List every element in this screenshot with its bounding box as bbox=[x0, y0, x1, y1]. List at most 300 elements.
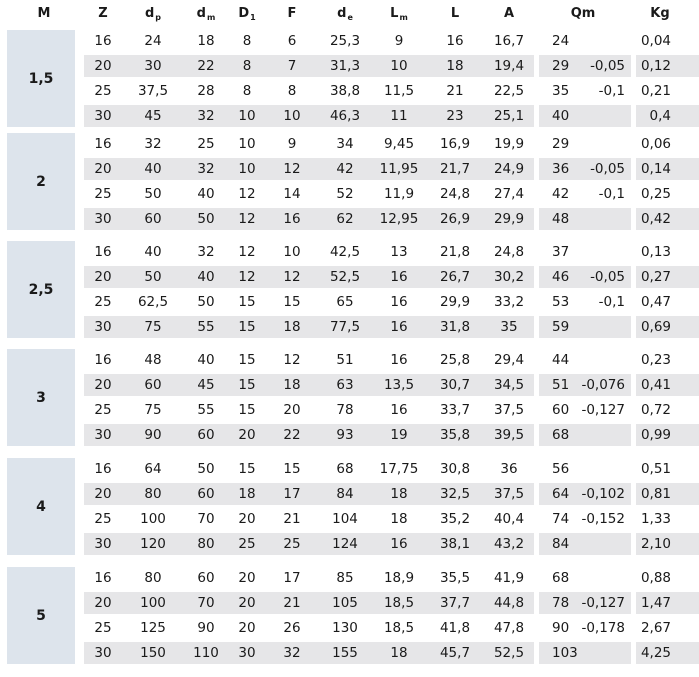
header-de: $d_e$ bbox=[337, 6, 353, 22]
cell-dm: 55 bbox=[197, 402, 215, 418]
cell-dp: 40 bbox=[144, 244, 162, 260]
cell-dp: 90 bbox=[144, 427, 162, 443]
cell-z: 25 bbox=[94, 294, 112, 310]
header-lm: $L_m$ bbox=[390, 6, 408, 22]
cell-lm: 16 bbox=[390, 352, 408, 368]
module-cell: 1,5 bbox=[7, 30, 75, 127]
table-row bbox=[84, 80, 699, 102]
cell-l: 16,9 bbox=[439, 136, 471, 152]
cell-a: 16,7 bbox=[493, 33, 525, 49]
cell-kg: 0,14 bbox=[640, 161, 671, 177]
cell-d1: 10 bbox=[238, 108, 256, 124]
cell-lm: 18 bbox=[390, 645, 408, 661]
cell-l: 16 bbox=[446, 33, 464, 49]
cell-z: 25 bbox=[94, 402, 112, 418]
cell-kg: 0,69 bbox=[640, 319, 671, 335]
cell-qm: 59 bbox=[552, 319, 570, 335]
cell-qm: 64 bbox=[552, 486, 570, 502]
cell-z: 25 bbox=[94, 83, 112, 99]
table-row bbox=[84, 133, 699, 155]
cell-kg: 0,04 bbox=[640, 33, 671, 49]
cell-z: 20 bbox=[94, 377, 112, 393]
cell-dp: 24 bbox=[144, 33, 162, 49]
cell-l: 26,9 bbox=[439, 211, 471, 227]
table-row bbox=[84, 567, 699, 589]
cell-qm: 74 bbox=[552, 511, 570, 527]
cell-qm: 56 bbox=[552, 461, 570, 477]
cell-f: 12 bbox=[283, 269, 301, 285]
cell-lm: 19 bbox=[390, 427, 408, 443]
cell-kg: 0,23 bbox=[640, 352, 671, 368]
cell-dp: 60 bbox=[144, 211, 162, 227]
cell-z: 30 bbox=[94, 536, 112, 552]
table-row bbox=[84, 399, 699, 421]
cell-dm: 50 bbox=[197, 461, 215, 477]
cell-d1: 8 bbox=[242, 33, 252, 49]
cell-kg: 0,51 bbox=[640, 461, 671, 477]
cell-qm-tolerance: -0,127 bbox=[581, 595, 625, 611]
module-cell: 2 bbox=[7, 133, 75, 230]
header-z: Z bbox=[98, 6, 108, 21]
cell-l: 32,5 bbox=[439, 486, 471, 502]
cell-qm: 29 bbox=[552, 58, 570, 74]
cell-dp: 62,5 bbox=[137, 294, 169, 310]
cell-d1: 12 bbox=[238, 211, 256, 227]
cell-dp: 100 bbox=[140, 511, 166, 527]
cell-f: 6 bbox=[287, 33, 297, 49]
cell-d1: 20 bbox=[238, 620, 256, 636]
cell-de: 62 bbox=[336, 211, 354, 227]
table-row bbox=[84, 208, 699, 230]
cell-lm: 12,95 bbox=[379, 211, 419, 227]
cell-lm: 18 bbox=[390, 511, 408, 527]
cell-kg: 2,67 bbox=[640, 620, 671, 636]
cell-d1: 12 bbox=[238, 186, 256, 202]
cell-de: 155 bbox=[332, 645, 358, 661]
cell-z: 25 bbox=[94, 186, 112, 202]
cell-lm: 16 bbox=[390, 269, 408, 285]
cell-dm: 25 bbox=[197, 136, 215, 152]
cell-l: 35,5 bbox=[439, 570, 471, 586]
cell-de: 124 bbox=[332, 536, 358, 552]
cell-l: 25,8 bbox=[439, 352, 471, 368]
cell-dp: 50 bbox=[144, 186, 162, 202]
cell-lm: 16 bbox=[390, 402, 408, 418]
cell-qm-tolerance: -0,127 bbox=[581, 402, 625, 418]
cell-dm: 18 bbox=[197, 33, 215, 49]
cell-de: 42,5 bbox=[329, 244, 361, 260]
cell-de: 68 bbox=[336, 461, 354, 477]
table-row bbox=[84, 374, 699, 396]
cell-kg: 0,41 bbox=[640, 377, 671, 393]
cell-d1: 20 bbox=[238, 511, 256, 527]
cell-dm: 70 bbox=[197, 595, 215, 611]
cell-lm: 17,75 bbox=[379, 461, 419, 477]
cell-qm: 46 bbox=[552, 269, 570, 285]
cell-z: 16 bbox=[94, 570, 112, 586]
header-l: L bbox=[450, 6, 460, 21]
cell-lm: 11,5 bbox=[383, 83, 415, 99]
header-f: F bbox=[287, 6, 297, 21]
table-row bbox=[84, 30, 699, 52]
cell-dp: 80 bbox=[144, 570, 162, 586]
cell-dm: 32 bbox=[197, 244, 215, 260]
table-row bbox=[84, 266, 699, 288]
cell-a: 47,8 bbox=[493, 620, 525, 636]
cell-d1: 20 bbox=[238, 427, 256, 443]
cell-dp: 75 bbox=[144, 402, 162, 418]
cell-qm-tolerance: -0,05 bbox=[590, 161, 625, 177]
cell-f: 14 bbox=[283, 186, 301, 202]
cell-f: 10 bbox=[283, 244, 301, 260]
cell-qm-tolerance: -0,102 bbox=[581, 486, 625, 502]
cell-dp: 100 bbox=[140, 595, 166, 611]
cell-f: 10 bbox=[283, 108, 301, 124]
cell-a: 37,5 bbox=[493, 402, 525, 418]
cell-lm: 9,45 bbox=[383, 136, 415, 152]
module-group bbox=[0, 241, 699, 338]
cell-f: 16 bbox=[283, 211, 301, 227]
cell-d1: 18 bbox=[238, 486, 256, 502]
cell-kg: 4,25 bbox=[640, 645, 671, 661]
cell-qm: 84 bbox=[552, 536, 570, 552]
cell-lm: 18 bbox=[390, 486, 408, 502]
cell-kg: 1,33 bbox=[640, 511, 671, 527]
table-row bbox=[84, 458, 699, 480]
cell-qm-tolerance: -0,152 bbox=[581, 511, 625, 527]
cell-a: 29,4 bbox=[493, 352, 525, 368]
cell-qm: 37 bbox=[552, 244, 570, 260]
cell-f: 21 bbox=[283, 511, 301, 527]
cell-f: 17 bbox=[283, 486, 301, 502]
cell-d1: 20 bbox=[238, 570, 256, 586]
cell-l: 18 bbox=[446, 58, 464, 74]
cell-z: 20 bbox=[94, 595, 112, 611]
cell-kg: 0,06 bbox=[640, 136, 671, 152]
cell-a: 40,4 bbox=[493, 511, 525, 527]
cell-dm: 40 bbox=[197, 352, 215, 368]
cell-dp: 32 bbox=[144, 136, 162, 152]
cell-a: 44,8 bbox=[493, 595, 525, 611]
cell-f: 9 bbox=[287, 136, 297, 152]
cell-l: 33,7 bbox=[439, 402, 471, 418]
header-kg: Kg bbox=[650, 6, 670, 21]
cell-de: 25,3 bbox=[329, 33, 361, 49]
cell-a: 22,5 bbox=[493, 83, 525, 99]
cell-a: 24,8 bbox=[493, 244, 525, 260]
cell-kg: 0,25 bbox=[640, 186, 671, 202]
cell-l: 21,7 bbox=[439, 161, 471, 177]
module-group bbox=[0, 133, 699, 230]
cell-kg: 0,47 bbox=[640, 294, 671, 310]
cell-dm: 60 bbox=[197, 427, 215, 443]
cell-kg: 0,42 bbox=[640, 211, 671, 227]
cell-l: 21,8 bbox=[439, 244, 471, 260]
cell-dp: 80 bbox=[144, 486, 162, 502]
cell-dp: 125 bbox=[140, 620, 166, 636]
cell-z: 16 bbox=[94, 136, 112, 152]
cell-dm: 50 bbox=[197, 211, 215, 227]
cell-lm: 18,5 bbox=[383, 595, 415, 611]
cell-dp: 75 bbox=[144, 319, 162, 335]
cell-l: 24,8 bbox=[439, 186, 471, 202]
cell-dp: 30 bbox=[144, 58, 162, 74]
table-row bbox=[84, 316, 699, 338]
cell-lm: 16 bbox=[390, 294, 408, 310]
cell-qm: 53 bbox=[552, 294, 570, 310]
cell-dm: 80 bbox=[197, 536, 215, 552]
cell-a: 37,5 bbox=[493, 486, 525, 502]
table-row bbox=[84, 241, 699, 263]
cell-lm: 16 bbox=[390, 319, 408, 335]
cell-dp: 45 bbox=[144, 108, 162, 124]
cell-kg: 0,27 bbox=[640, 269, 671, 285]
table-row bbox=[84, 424, 699, 446]
cell-qm: 78 bbox=[552, 595, 570, 611]
cell-kg: 0,81 bbox=[640, 486, 671, 502]
table-row bbox=[84, 617, 699, 639]
cell-f: 26 bbox=[283, 620, 301, 636]
cell-d1: 10 bbox=[238, 161, 256, 177]
cell-z: 30 bbox=[94, 211, 112, 227]
cell-dp: 50 bbox=[144, 269, 162, 285]
cell-lm: 10 bbox=[390, 58, 408, 74]
cell-kg: 0,4 bbox=[649, 108, 671, 124]
cell-l: 38,1 bbox=[439, 536, 471, 552]
cell-de: 63 bbox=[336, 377, 354, 393]
cell-a: 29,9 bbox=[493, 211, 525, 227]
module-cell: 5 bbox=[7, 567, 75, 664]
cell-z: 30 bbox=[94, 645, 112, 661]
module-group bbox=[0, 567, 699, 664]
cell-dp: 120 bbox=[140, 536, 166, 552]
cell-d1: 8 bbox=[242, 83, 252, 99]
cell-qm-tolerance: -0,1 bbox=[598, 186, 625, 202]
cell-z: 20 bbox=[94, 161, 112, 177]
cell-dm: 50 bbox=[197, 294, 215, 310]
cell-z: 30 bbox=[94, 108, 112, 124]
cell-d1: 30 bbox=[238, 645, 256, 661]
cell-qm: 68 bbox=[552, 570, 570, 586]
cell-kg: 2,10 bbox=[640, 536, 671, 552]
cell-dm: 32 bbox=[197, 161, 215, 177]
cell-dp: 150 bbox=[140, 645, 166, 661]
cell-de: 77,5 bbox=[329, 319, 361, 335]
cell-dp: 64 bbox=[144, 461, 162, 477]
header-m: M bbox=[37, 6, 51, 21]
cell-l: 23 bbox=[446, 108, 464, 124]
cell-f: 8 bbox=[287, 83, 297, 99]
cell-d1: 12 bbox=[238, 244, 256, 260]
cell-a: 19,4 bbox=[493, 58, 525, 74]
cell-a: 33,2 bbox=[493, 294, 525, 310]
table-row bbox=[84, 483, 699, 505]
table-row bbox=[84, 105, 699, 127]
cell-dm: 22 bbox=[197, 58, 215, 74]
table-row bbox=[84, 291, 699, 313]
cell-d1: 25 bbox=[238, 536, 256, 552]
cell-f: 15 bbox=[283, 294, 301, 310]
cell-qm-tolerance: -0,1 bbox=[598, 294, 625, 310]
cell-lm: 13 bbox=[390, 244, 408, 260]
header-d1: $D_1$ bbox=[238, 6, 256, 22]
cell-d1: 8 bbox=[242, 58, 252, 74]
header-dm: $d_m$ bbox=[196, 6, 216, 22]
cell-dm: 60 bbox=[197, 570, 215, 586]
module-cell: 2,5 bbox=[7, 241, 75, 338]
header-a: A bbox=[503, 6, 515, 21]
module-group bbox=[0, 458, 699, 555]
cell-l: 26,7 bbox=[439, 269, 471, 285]
cell-f: 25 bbox=[283, 536, 301, 552]
module-cell: 4 bbox=[7, 458, 75, 555]
cell-dm: 55 bbox=[197, 319, 215, 335]
cell-z: 16 bbox=[94, 33, 112, 49]
cell-de: 130 bbox=[332, 620, 358, 636]
cell-lm: 18,9 bbox=[383, 570, 415, 586]
cell-kg: 0,99 bbox=[640, 427, 671, 443]
cell-f: 7 bbox=[287, 58, 297, 74]
cell-qm: 90 bbox=[552, 620, 570, 636]
cell-lm: 18,5 bbox=[383, 620, 415, 636]
cell-l: 29,9 bbox=[439, 294, 471, 310]
cell-l: 31,8 bbox=[439, 319, 471, 335]
cell-l: 35,8 bbox=[439, 427, 471, 443]
cell-d1: 15 bbox=[238, 352, 256, 368]
cell-l: 45,7 bbox=[439, 645, 471, 661]
cell-de: 104 bbox=[332, 511, 358, 527]
cell-a: 41,9 bbox=[493, 570, 525, 586]
header-qm: Qm bbox=[570, 6, 596, 21]
module-cell: 3 bbox=[7, 349, 75, 446]
cell-qm: 40 bbox=[552, 108, 570, 124]
cell-d1: 15 bbox=[238, 319, 256, 335]
table-row bbox=[84, 55, 699, 77]
cell-f: 12 bbox=[283, 352, 301, 368]
table-row bbox=[84, 508, 699, 530]
cell-a: 24,9 bbox=[493, 161, 525, 177]
cell-qm-tolerance: -0,076 bbox=[581, 377, 625, 393]
table-row bbox=[84, 533, 699, 555]
cell-dm: 60 bbox=[197, 486, 215, 502]
cell-qm: 36 bbox=[552, 161, 570, 177]
cell-l: 41,8 bbox=[439, 620, 471, 636]
cell-de: 31,3 bbox=[329, 58, 361, 74]
cell-z: 25 bbox=[94, 620, 112, 636]
cell-qm: 35 bbox=[552, 83, 570, 99]
cell-d1: 15 bbox=[238, 402, 256, 418]
cell-z: 16 bbox=[94, 461, 112, 477]
cell-z: 16 bbox=[94, 352, 112, 368]
cell-de: 93 bbox=[336, 427, 354, 443]
cell-qm: 29 bbox=[552, 136, 570, 152]
table-header bbox=[0, 0, 699, 28]
cell-de: 46,3 bbox=[329, 108, 361, 124]
cell-z: 20 bbox=[94, 486, 112, 502]
cell-z: 30 bbox=[94, 427, 112, 443]
module-group bbox=[0, 349, 699, 446]
cell-z: 30 bbox=[94, 319, 112, 335]
cell-de: 38,8 bbox=[329, 83, 361, 99]
cell-a: 52,5 bbox=[493, 645, 525, 661]
cell-de: 52,5 bbox=[329, 269, 361, 285]
cell-lm: 16 bbox=[390, 536, 408, 552]
cell-dp: 37,5 bbox=[137, 83, 169, 99]
header-dp: $d_p$ bbox=[144, 6, 162, 22]
cell-dm: 110 bbox=[193, 645, 219, 661]
cell-d1: 12 bbox=[238, 269, 256, 285]
cell-de: 42 bbox=[336, 161, 354, 177]
cell-kg: 0,72 bbox=[640, 402, 671, 418]
cell-z: 20 bbox=[94, 58, 112, 74]
cell-de: 34 bbox=[336, 136, 354, 152]
cell-a: 36 bbox=[500, 461, 518, 477]
cell-dm: 70 bbox=[197, 511, 215, 527]
cell-dp: 48 bbox=[144, 352, 162, 368]
cell-f: 20 bbox=[283, 402, 301, 418]
cell-lm: 9 bbox=[394, 33, 404, 49]
cell-de: 52 bbox=[336, 186, 354, 202]
cell-de: 84 bbox=[336, 486, 354, 502]
cell-l: 30,8 bbox=[439, 461, 471, 477]
cell-lm: 11,9 bbox=[383, 186, 415, 202]
cell-a: 19,9 bbox=[493, 136, 525, 152]
table-row bbox=[84, 642, 699, 664]
table-row bbox=[84, 349, 699, 371]
cell-qm: 51 bbox=[552, 377, 570, 393]
cell-f: 15 bbox=[283, 461, 301, 477]
cell-d1: 20 bbox=[238, 595, 256, 611]
table-row bbox=[84, 592, 699, 614]
cell-a: 25,1 bbox=[493, 108, 525, 124]
cell-z: 20 bbox=[94, 269, 112, 285]
cell-qm-tolerance: -0,1 bbox=[598, 83, 625, 99]
cell-d1: 10 bbox=[238, 136, 256, 152]
cell-qm: 68 bbox=[552, 427, 570, 443]
table-row bbox=[84, 158, 699, 180]
cell-kg: 0,12 bbox=[640, 58, 671, 74]
cell-lm: 11,95 bbox=[379, 161, 419, 177]
cell-dm: 40 bbox=[197, 186, 215, 202]
cell-lm: 11 bbox=[390, 108, 408, 124]
cell-de: 65 bbox=[336, 294, 354, 310]
cell-f: 21 bbox=[283, 595, 301, 611]
cell-qm: 60 bbox=[552, 402, 570, 418]
cell-lm: 13,5 bbox=[383, 377, 415, 393]
cell-dp: 40 bbox=[144, 161, 162, 177]
cell-a: 34,5 bbox=[493, 377, 525, 393]
cell-f: 22 bbox=[283, 427, 301, 443]
cell-de: 51 bbox=[336, 352, 354, 368]
cell-a: 43,2 bbox=[493, 536, 525, 552]
cell-dp: 60 bbox=[144, 377, 162, 393]
cell-f: 18 bbox=[283, 377, 301, 393]
cell-l: 30,7 bbox=[439, 377, 471, 393]
cell-qm: 48 bbox=[552, 211, 570, 227]
cell-a: 39,5 bbox=[493, 427, 525, 443]
cell-d1: 15 bbox=[238, 294, 256, 310]
cell-qm: 44 bbox=[552, 352, 570, 368]
cell-dm: 90 bbox=[197, 620, 215, 636]
cell-f: 18 bbox=[283, 319, 301, 335]
cell-f: 12 bbox=[283, 161, 301, 177]
cell-qm: 42 bbox=[552, 186, 570, 202]
cell-l: 21 bbox=[446, 83, 464, 99]
cell-a: 30,2 bbox=[493, 269, 525, 285]
cell-qm-tolerance: -0,05 bbox=[590, 58, 625, 74]
cell-kg: 1,47 bbox=[640, 595, 671, 611]
cell-qm-tolerance: -0,178 bbox=[581, 620, 625, 636]
